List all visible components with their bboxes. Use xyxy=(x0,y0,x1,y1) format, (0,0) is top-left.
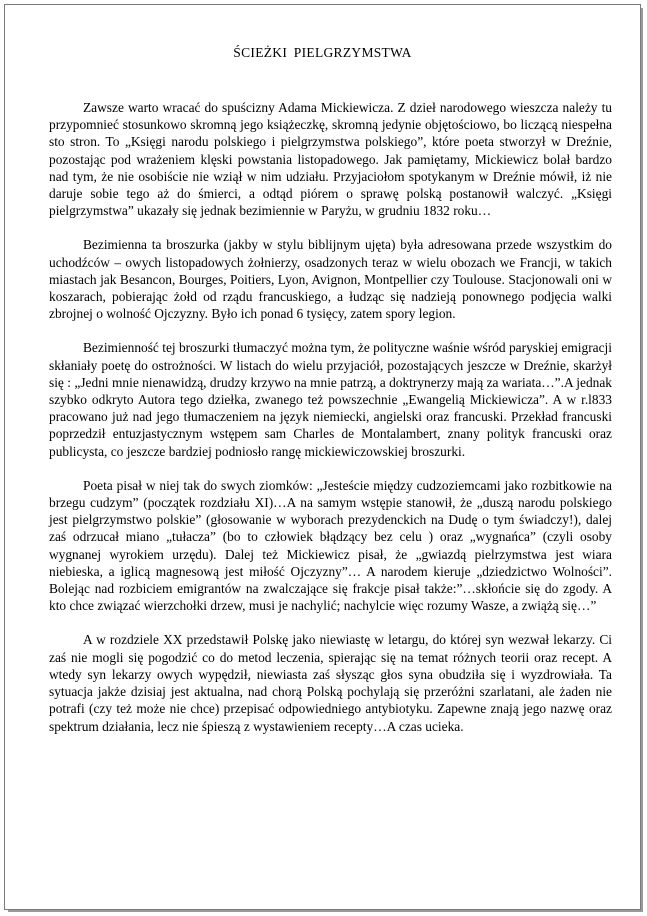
paragraph-2: Bezimienna ta broszurka (jakby w stylu biblijnym ujęta) była adresowana przede wszystkim do uchodźców – owych listopadowych żołnierzy, osadzonych teraz w wielu obozach we Francji, w takich miastach jak Besancon, Bourges, Poitiers, Lyon, Avignon, Montpellier czy Toulouse. Stacjonowali oni w koszarach, pobierając żołd od rządu francuskiego, a łudząc się nadzieją ponownego podjęcia walki zbrojnej o wolność Ojczyzny. Było ich ponad 6 tysięcy, zatem spory legion. xyxy=(49,237,612,322)
page-shadow xyxy=(8,910,643,912)
paragraph-3: Bezimienność tej broszurki tłumaczyć można tym, że polityczne waśnie wśród paryskiej emigracji skłaniały poetę do ostrożności. W listach do wielu przyjaciół, pozostających jeszcze w Dreźnie, skarżył się : „Jedni mnie nienawidzą, drudzy krzywo na mnie patrzą, a doktrynerzy mają za wariata…”.A jednak szybko odkryto Autora tego dziełka, zwanego też powszechnie „Ewangelią Mickiewicza”. A w r.l833 pracowano już nad jego tłumaczeniem na język niemiecki, angielski oraz francuski. Przekład francuski poprzedził entuzjastycznym wstępem sam Charles de Montalambert, znany polityk francuski oraz publicysta, co jeszcze bardziej podniosło rangę mickiewiczowskiej broszurki. xyxy=(49,340,612,459)
document-title: ŚCIEŻKI PIELGRZYMSTWA xyxy=(233,45,412,60)
document-body xyxy=(49,99,612,752)
document-page xyxy=(4,4,641,910)
paragraph-5: A w rozdziele XX przedstawił Polskę jako niewiastę w letargu, do której syn wezwał lekarzy. Ci zaś nie mogli się pogodzić co do metod leczenia, spierając się na temat różnych teorii oraz recept. A wtedy syn lekarzy owych wypędził, niewiasta zaś słysząc głos syna obudziła się i wyzdrowiała. Ta sytuacja jakże dzisiaj jest aktualna, nad chorą Polską pochylają się przeróżni szarlatani, ale żaden nie potrafi (czy też może nie chce) przepisać odpowiedniego antybiotyku. Zapewne znają jego nazwę oraz spektrum działania, lecz nie śpieszą z wystawieniem recepty…A czas ucieka. xyxy=(49,632,612,734)
paragraph-1: Zawsze warto wracać do spuścizny Adama Mickiewicza. Z dzieł narodowego wieszcza należy tu przypomnieć stosunkowo skromną jego książeczkę, skromną jedynie objętościowo, bo liczącą niespełna sto stron. To „Księgi narodu polskiego i pielgrzymstwa polskiego”, które poeta stworzył w Dreźnie, pozostając pod wrażeniem klęski powstania listopadowego. Jak pamiętamy, Mickiewicz bolał bardzo nad tym, że nie osobiście nie wziął w nim udziału. Przyjaciołom spotykanym w Dreźnie mówił, iż nie daruje sobie tego aż do śmierci, a odtąd piórem o sprawę polską postanowił walczyć. „Księgi pielgrzymstwa” ukazały się jednak bezimiennie w Paryżu, w grudniu 1832 roku… xyxy=(49,100,612,219)
paragraph-4: Poeta pisał w niej tak do swych ziomków: „Jesteście między cudzoziemcami jako rozbitkowie na brzegu cudzym” (początek rozdziału XI)…A na samym wstępie stanowił, że „duszą narodu polskiego jest pielgrzymstwo polskie” (głosowanie w wyborach prezydenckich na Dudę o tym świadczy!), dalej zaś odrzucał miano „tułacza” (bo to człowiek błądzący bez celu ) oraz „wygnańca” (czyli osoby wygnanej wyrokiem urzędu). Dalej też Mickiewicz pisał, że „gwiazdą pielrzymstwa jest wiara niebieska, a iglicą magnesową jest miłość Ojczyzny”… A narodem kieruje „dziedzictwo Wolności”. Bolejąc nad rozbiciem emigrantów na zwalczające się frakcje pisał także:”…skłońcie się do zgody. A kto chce związać wierzchołki drzew, musi je nachylić; nachylcie więc rozumy Wasze, a zwiążą się…” xyxy=(49,477,612,614)
